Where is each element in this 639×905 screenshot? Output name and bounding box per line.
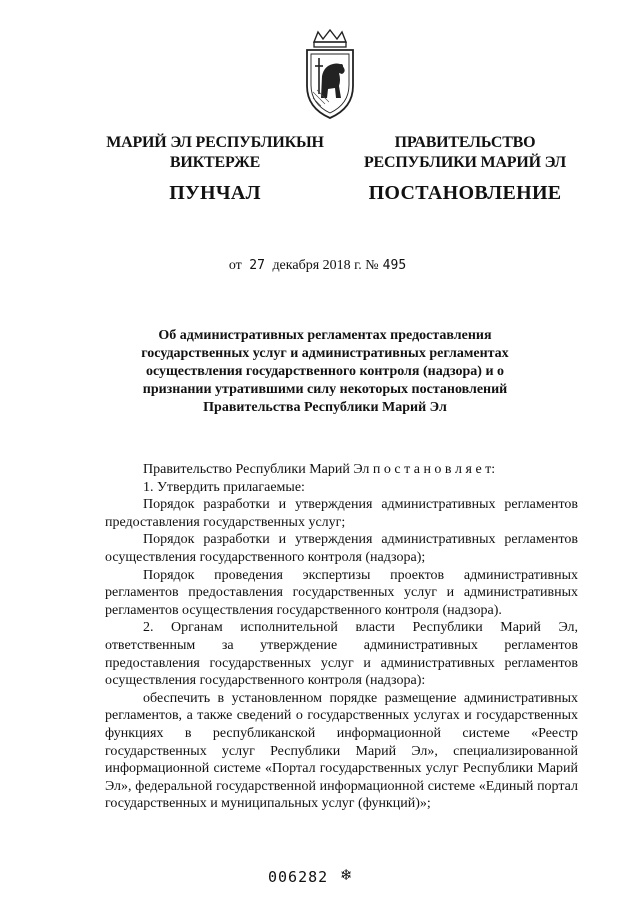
paragraph-4: Порядок проведения экспертизы проектов административных регламентов предоставления государственных услуг и административных регламентов осуществления государственного контроля (надзора). <box>105 567 578 618</box>
header-left-doc-type: ПУНЧАЛ <box>169 182 261 204</box>
date-month-year: декабря 2018 г. № <box>272 258 379 273</box>
header-left-line2: ВИКТЕРЖЕ <box>169 154 261 171</box>
header-right-doc-type: ПОСТАНОВЛЕНИЕ <box>368 182 562 204</box>
paragraph-5: 2. Органам исполнительной власти Республики Марий Эл, ответственным за утверждение административных регламентов предоставления государственных услуг и административных регламентов осуществления государственного контроля (надзора): <box>105 620 578 689</box>
document-number: 495 <box>382 258 407 273</box>
date-day: 27 <box>249 258 265 273</box>
paragraph-3: Порядок разработки и утверждения административных регламентов осуществления государственного контроля (надзора); <box>105 532 578 565</box>
header-right-line1: ПРАВИТЕЛЬСТВО <box>394 134 536 151</box>
coat-of-arms-icon <box>297 28 363 120</box>
preamble: Правительство Республики Марий Эл п о с т а н о в л я е т: <box>143 462 496 477</box>
header-left-line1: МАРИЙ ЭЛ РЕСПУБЛИКЫН <box>106 134 324 151</box>
serial-number: 006282 <box>268 868 329 886</box>
header-left <box>100 133 330 203</box>
paragraph-2: Порядок разработки и утверждения административных регламентов предоставления государственных услуг; <box>105 497 578 530</box>
document-title: Об административных регламентах предоставления государственных услуг и административных регламентах осуществления государственного контроля (надзора) и о признании утратившими силу некоторых постановлений Правительства Республики Марий Эл <box>141 328 509 415</box>
paragraph-1: 1. Утвердить прилагаемые: <box>143 479 305 495</box>
date-line <box>0 258 639 274</box>
snowflake-icon: ❄ <box>340 866 353 884</box>
paragraph-6: обеспечить в установленном порядке размещение административных регламентов, а также сведений о государственных услугах и государственных функциях в республиканской информационной системе «Реестр государственных услуг Республики Марий Эл», специализированной информационной системе «Портал государственных услуг Республики Марий Эл», федеральной государственной информационной системе «Единый портал государственных и муниципальных услуг (функций)»; <box>105 690 578 812</box>
header-right <box>360 133 570 203</box>
date-prefix: от <box>228 258 242 273</box>
document-body <box>105 461 578 813</box>
header-right-line2: РЕСПУБЛИКИ МАРИЙ ЭЛ <box>363 154 567 171</box>
